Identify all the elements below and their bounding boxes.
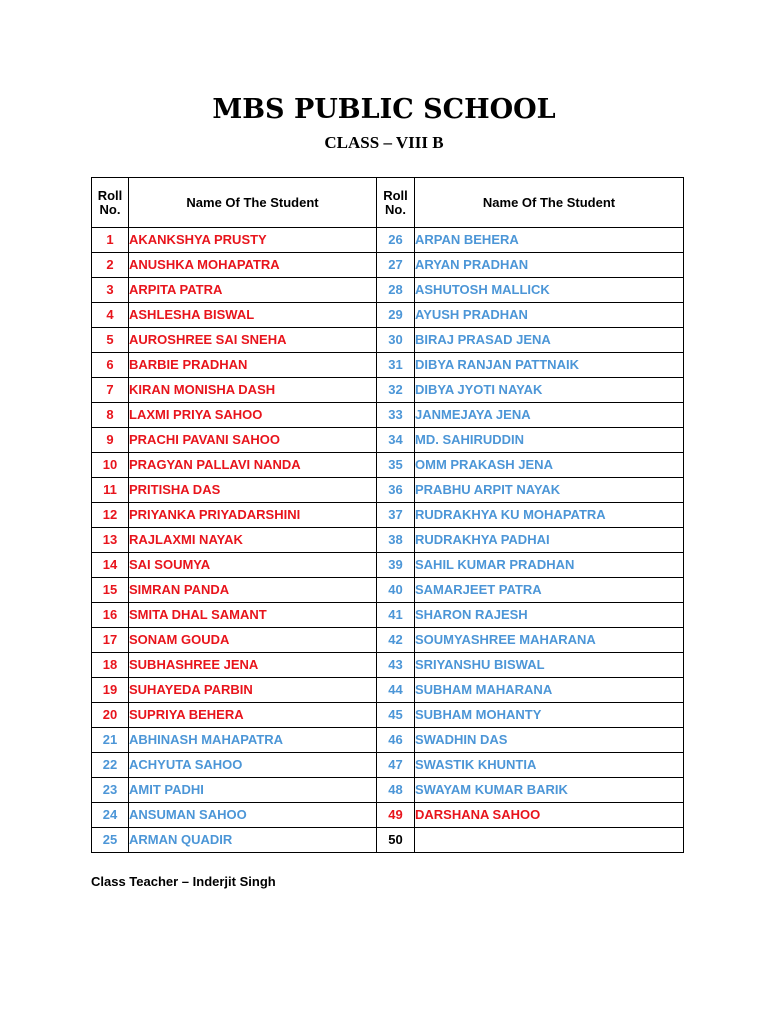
student-name: ACHYUTA SAHOO: [129, 753, 377, 778]
student-name: RUDRAKHYA PADHAI: [415, 528, 684, 553]
student-name: PRABHU ARPIT NAYAK: [415, 478, 684, 503]
roll-number: 5: [92, 328, 129, 353]
student-name: AUROSHREE SAI SNEHA: [129, 328, 377, 353]
roll-header-line2: No.: [99, 201, 121, 217]
roll-number: 40: [377, 578, 415, 603]
student-name: SAHIL KUMAR PRADHAN: [415, 553, 684, 578]
roll-number: 50: [377, 828, 415, 853]
roll-number: 6: [92, 353, 129, 378]
student-name: ARPITA PATRA: [129, 278, 377, 303]
student-name-header: Name Of The Student: [129, 178, 377, 228]
student-name: SONAM GOUDA: [129, 628, 377, 653]
roll-number: 43: [377, 653, 415, 678]
roll-number: 32: [377, 378, 415, 403]
student-name: BIRAJ PRASAD JENA: [415, 328, 684, 353]
student-name: SOUMYASHREE MAHARANA: [415, 628, 684, 653]
student-name: PRIYANKA PRIYADARSHINI: [129, 503, 377, 528]
student-roll-table: [91, 177, 684, 853]
student-name: ARYAN PRADHAN: [415, 253, 684, 278]
student-name: AYUSH PRADHAN: [415, 303, 684, 328]
table-header-row: [92, 178, 684, 228]
student-name: [415, 828, 684, 853]
roll-number: 24: [92, 803, 129, 828]
student-name: JANMEJAYA JENA: [415, 403, 684, 428]
table-row: [92, 503, 684, 528]
student-name: PRAGYAN PALLAVI NANDA: [129, 453, 377, 478]
table-row: [92, 803, 684, 828]
student-name: ASHLESHA BISWAL: [129, 303, 377, 328]
roll-number: 25: [92, 828, 129, 853]
table-row: [92, 453, 684, 478]
table-row: [92, 828, 684, 853]
student-name: SAMARJEET PATRA: [415, 578, 684, 603]
student-name: SWAYAM KUMAR BARIK: [415, 778, 684, 803]
student-name: OMM PRAKASH JENA: [415, 453, 684, 478]
student-name: AKANKSHYA PRUSTY: [129, 228, 377, 253]
student-name: ABHINASH MAHAPATRA: [129, 728, 377, 753]
student-name: AMIT PADHI: [129, 778, 377, 803]
student-name: PRACHI PAVANI SAHOO: [129, 428, 377, 453]
student-name: SWADHIN DAS: [415, 728, 684, 753]
roll-number: 35: [377, 453, 415, 478]
roll-number: 16: [92, 603, 129, 628]
roll-number: 3: [92, 278, 129, 303]
table-row: [92, 778, 684, 803]
roll-number: 21: [92, 728, 129, 753]
roll-number: 46: [377, 728, 415, 753]
table-row: [92, 428, 684, 453]
roll-number: 30: [377, 328, 415, 353]
table-row: [92, 678, 684, 703]
table-row: [92, 603, 684, 628]
student-name: DARSHANA SAHOO: [415, 803, 684, 828]
roll-number: 45: [377, 703, 415, 728]
student-name: SUBHASHREE JENA: [129, 653, 377, 678]
roll-number: 20: [92, 703, 129, 728]
table-row: [92, 253, 684, 278]
student-name: DIBYA RANJAN PATTNAIK: [415, 353, 684, 378]
student-name: KIRAN MONISHA DASH: [129, 378, 377, 403]
table-row: [92, 628, 684, 653]
student-name: SUBHAM MOHANTY: [415, 703, 684, 728]
roll-number: 27: [377, 253, 415, 278]
student-name: BARBIE PRADHAN: [129, 353, 377, 378]
table-row: [92, 753, 684, 778]
roll-number: 23: [92, 778, 129, 803]
table-row: [92, 228, 684, 253]
student-name: SIMRAN PANDA: [129, 578, 377, 603]
table-row: [92, 528, 684, 553]
table-row: [92, 403, 684, 428]
student-name: ASHUTOSH MALLICK: [415, 278, 684, 303]
roll-number: 18: [92, 653, 129, 678]
student-name: MD. SAHIRUDDIN: [415, 428, 684, 453]
roll-number: 37: [377, 503, 415, 528]
student-name: ANUSHKA MOHAPATRA: [129, 253, 377, 278]
student-name: SUHAYEDA PARBIN: [129, 678, 377, 703]
roll-number: 36: [377, 478, 415, 503]
roll-number: 26: [377, 228, 415, 253]
roll-number: 44: [377, 678, 415, 703]
student-name: SRIYANSHU BISWAL: [415, 653, 684, 678]
school-title: MBS PUBLIC SCHOOL: [212, 94, 556, 125]
roll-number: 12: [92, 503, 129, 528]
roll-number: 41: [377, 603, 415, 628]
roll-no-header: [377, 178, 415, 228]
roll-number: 17: [92, 628, 129, 653]
roll-number: 15: [92, 578, 129, 603]
student-name-header: Name Of The Student: [415, 178, 684, 228]
roll-header-line1: Roll: [97, 187, 123, 203]
roll-header-line1: Roll: [383, 187, 408, 203]
roll-number: 34: [377, 428, 415, 453]
student-name: ARMAN QUADIR: [129, 828, 377, 853]
class-subtitle: CLASS – VIII B: [324, 133, 444, 152]
student-name: SWASTIK KHUNTIA: [415, 753, 684, 778]
roll-number: 9: [92, 428, 129, 453]
table-row: [92, 303, 684, 328]
roll-number: 48: [377, 778, 415, 803]
student-name: LAXMI PRIYA SAHOO: [129, 403, 377, 428]
student-name: SUPRIYA BEHERA: [129, 703, 377, 728]
student-name: DIBYA JYOTI NAYAK: [415, 378, 684, 403]
roll-number: 47: [377, 753, 415, 778]
student-name: SAI SOUMYA: [129, 553, 377, 578]
roll-number: 8: [92, 403, 129, 428]
roll-header-line2: No.: [385, 201, 406, 217]
student-name: SMITA DHAL SAMANT: [129, 603, 377, 628]
student-name: ANSUMAN SAHOO: [129, 803, 377, 828]
roll-no-header: [92, 178, 129, 228]
roll-number: 14: [92, 553, 129, 578]
roll-number: 4: [92, 303, 129, 328]
table-row: [92, 328, 684, 353]
student-name: SHARON RAJESH: [415, 603, 684, 628]
student-name: RUDRAKHYA KU MOHAPATRA: [415, 503, 684, 528]
roll-number: 42: [377, 628, 415, 653]
table-row: [92, 553, 684, 578]
roll-number: 49: [377, 803, 415, 828]
student-name: PRITISHA DAS: [129, 478, 377, 503]
table-row: [92, 478, 684, 503]
table-body: [92, 228, 684, 853]
class-teacher-line: Class Teacher – Inderjit Singh: [91, 874, 276, 889]
student-name: RAJLAXMI NAYAK: [129, 528, 377, 553]
roll-number: 2: [92, 253, 129, 278]
roll-number: 29: [377, 303, 415, 328]
roll-number: 38: [377, 528, 415, 553]
roll-number: 39: [377, 553, 415, 578]
table-row: [92, 728, 684, 753]
roll-number: 28: [377, 278, 415, 303]
table-row: [92, 353, 684, 378]
roll-number: 31: [377, 353, 415, 378]
roll-number: 7: [92, 378, 129, 403]
table-row: [92, 278, 684, 303]
roll-number: 11: [92, 478, 129, 503]
table-row: [92, 653, 684, 678]
roll-number: 22: [92, 753, 129, 778]
roll-number: 13: [92, 528, 129, 553]
roll-number: 19: [92, 678, 129, 703]
student-name: ARPAN BEHERA: [415, 228, 684, 253]
roll-number: 1: [92, 228, 129, 253]
table-row: [92, 578, 684, 603]
table-row: [92, 703, 684, 728]
student-name: SUBHAM MAHARANA: [415, 678, 684, 703]
table-row: [92, 378, 684, 403]
roll-number: 33: [377, 403, 415, 428]
roll-number: 10: [92, 453, 129, 478]
